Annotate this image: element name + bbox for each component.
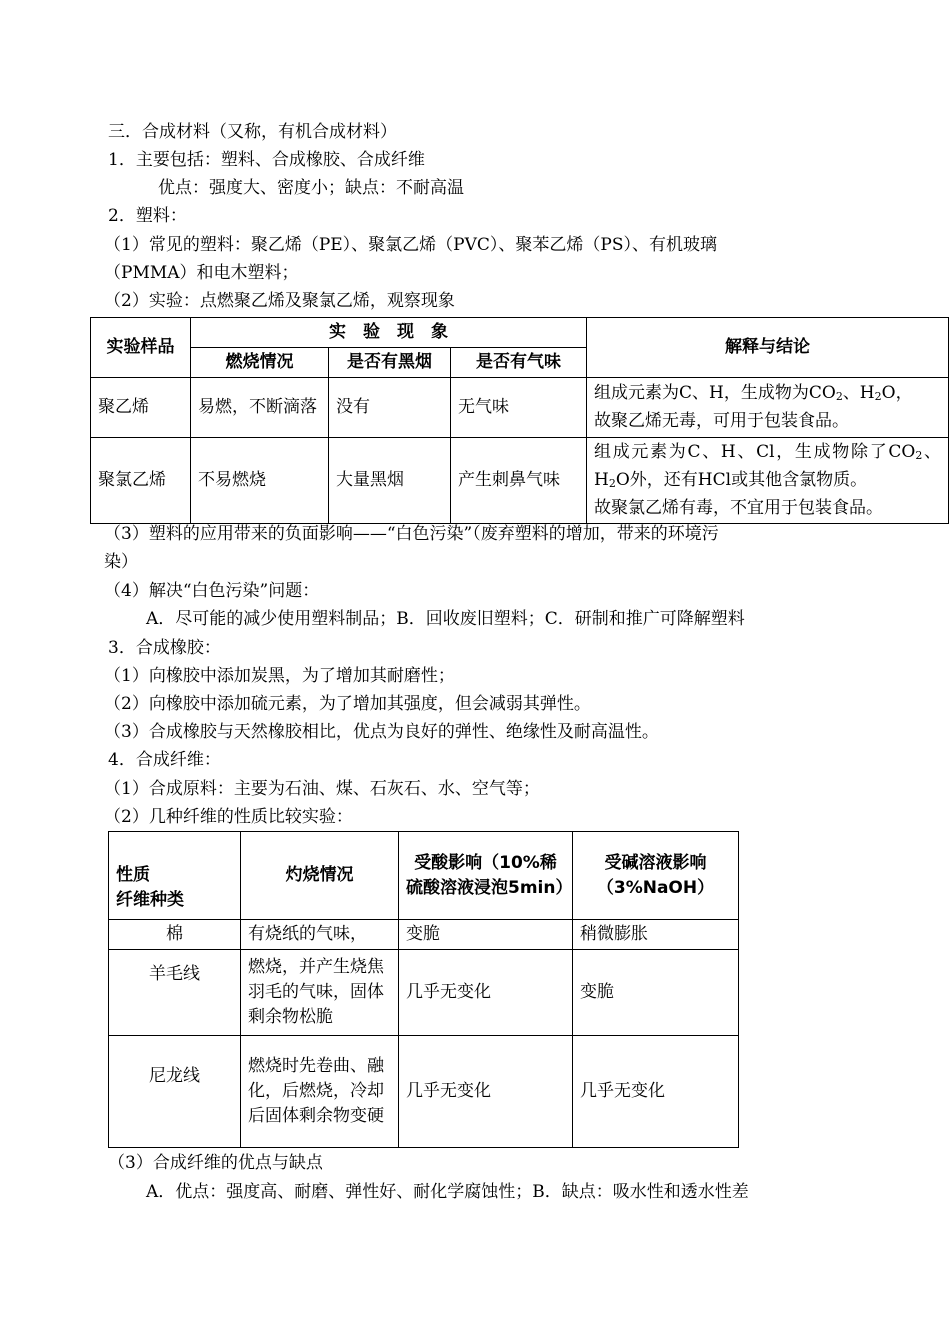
cell-smell: 产生刺鼻气味 (451, 438, 587, 524)
common-plastics-line-cont: （PMMA）和电木塑料； (104, 263, 299, 283)
cell-acid: 几乎无变化 (399, 1036, 573, 1148)
subscript: 2 (835, 390, 843, 403)
table-row (91, 438, 949, 524)
table-row (109, 920, 739, 950)
cell-base: 稍微膨胀 (573, 920, 739, 950)
fiber-property-table (108, 831, 739, 1148)
fiber-experiment-line: （2）几种纤维的性质比较实验： (104, 807, 353, 827)
cell-conclusion (587, 438, 949, 524)
table-row (91, 378, 949, 438)
subscript: 2 (874, 390, 882, 403)
plastic-burning-table (90, 317, 949, 524)
table-row (109, 1036, 739, 1148)
white-pollution-line: （3）塑料的应用带来的负面影响——“白色污染”（废弃塑料的增加，带来的环境污 (104, 524, 719, 544)
header-acid: 受酸影响（10%稀硫酸溶液浸泡5min） (399, 832, 573, 920)
header-kind: 纤维种类 (116, 890, 184, 910)
header-base: 受碱溶液影响（3%NaOH） (573, 832, 739, 920)
cell-smell: 无气味 (451, 378, 587, 438)
conclusion-text: 故聚乙烯无毒，可用于包装食品。 (594, 411, 850, 431)
cell-acid: 变脆 (399, 920, 573, 950)
conclusion-text: O外，还有HCl或其他含氯物质。 (615, 470, 868, 490)
solution-heading: （4）解决“白色污染”问题： (104, 581, 320, 601)
table-row (109, 950, 739, 1036)
subscript: 2 (608, 477, 616, 490)
cell-smoke: 大量黑烟 (329, 438, 451, 524)
cell-kind: 羊毛线 (109, 950, 241, 1036)
rubber-point-1: （1）向橡胶中添加炭黑，为了增加其耐磨性； (104, 666, 455, 686)
rubber-heading: 3．合成橡胶： (108, 638, 221, 658)
header-prop-kind (109, 832, 241, 920)
rubber-point-2: （2）向橡胶中添加硫元素，为了增加其强度，但会减弱其弹性。 (104, 694, 591, 714)
cell-burn: 易燃，不断滴落 (191, 378, 329, 438)
header-smell: 是否有气味 (451, 348, 587, 378)
cell-kind: 尼龙线 (109, 1036, 241, 1148)
cell-conclusion (587, 378, 949, 438)
cell-kind: 棉 (109, 920, 241, 950)
main-types-line: 1．主要包括：塑料、合成橡胶、合成纤维 (108, 150, 425, 170)
pros-cons-line: 优点：强度大、密度小；缺点：不耐高温 (158, 178, 464, 198)
cell-acid: 几乎无变化 (399, 950, 573, 1036)
section-heading-synthetic-materials: 三．合成材料（又称，有机合成材料） (108, 122, 397, 142)
header-burn: 燃烧情况 (191, 348, 329, 378)
fiber-heading: 4．合成纤维： (108, 750, 221, 770)
cell-sample: 聚乙烯 (91, 378, 191, 438)
conclusion-text: 组成元素为C、H、Cl，生成物除了CO (594, 442, 916, 462)
conclusion-text: O， (881, 383, 913, 403)
conclusion-text: 、H (594, 442, 942, 490)
subscript: 2 (915, 449, 923, 462)
experiment-line: （2）实验：点燃聚乙烯及聚氯乙烯，观察现象 (104, 291, 455, 311)
cell-base: 变脆 (573, 950, 739, 1036)
conclusion-text: 、H (842, 383, 875, 403)
header-burn: 灼烧情况 (241, 832, 399, 920)
cell-burn: 燃烧，并产生烧焦羽毛的气味，固体剩余物松脆 (241, 950, 399, 1036)
cell-burn: 燃烧时先卷曲、融化，后燃烧，冷却后固体剩余物变硬 (241, 1036, 399, 1148)
cell-smoke: 没有 (329, 378, 451, 438)
fiber-raw-materials: （1）合成原料：主要为石油、煤、石灰石、水、空气等； (104, 779, 540, 799)
cell-base: 几乎无变化 (573, 1036, 739, 1148)
rubber-point-3: （3）合成橡胶与天然橡胶相比，优点为良好的弹性、绝缘性及耐高温性。 (104, 722, 659, 742)
header-conclusion: 解释与结论 (587, 318, 949, 378)
common-plastics-line: （1）常见的塑料：聚乙烯（PE）、聚氯乙烯（PVC）、聚苯乙烯（PS）、有机玻璃 (104, 235, 717, 255)
header-prop: 性质 (116, 865, 150, 885)
conclusion-text: 组成元素为C、H，生成物为CO (594, 383, 836, 403)
header-sample: 实验样品 (91, 318, 191, 378)
header-smoke: 是否有黑烟 (329, 348, 451, 378)
header-phenomenon: 实 验 现 象 (191, 318, 587, 348)
plastics-heading: 2．塑料： (108, 206, 187, 226)
conclusion-text: 故聚氯乙烯有毒，不宜用于包装食品。 (594, 498, 884, 518)
solution-items: A．尽可能的减少使用塑料制品；B．回收废旧塑料；C．研制和推广可降解塑料 (146, 609, 745, 629)
fiber-pros-cons-heading: （3）合成纤维的优点与缺点 (108, 1153, 323, 1173)
cell-burn: 有烧纸的气味， (241, 920, 399, 950)
cell-sample: 聚氯乙烯 (91, 438, 191, 524)
white-pollution-line-cont: 染） (104, 552, 138, 572)
fiber-pros-cons-items: A．优点：强度高、耐磨、弹性好、耐化学腐蚀性；B．缺点：吸水性和透水性差 (146, 1182, 749, 1202)
cell-burn: 不易燃烧 (191, 438, 329, 524)
